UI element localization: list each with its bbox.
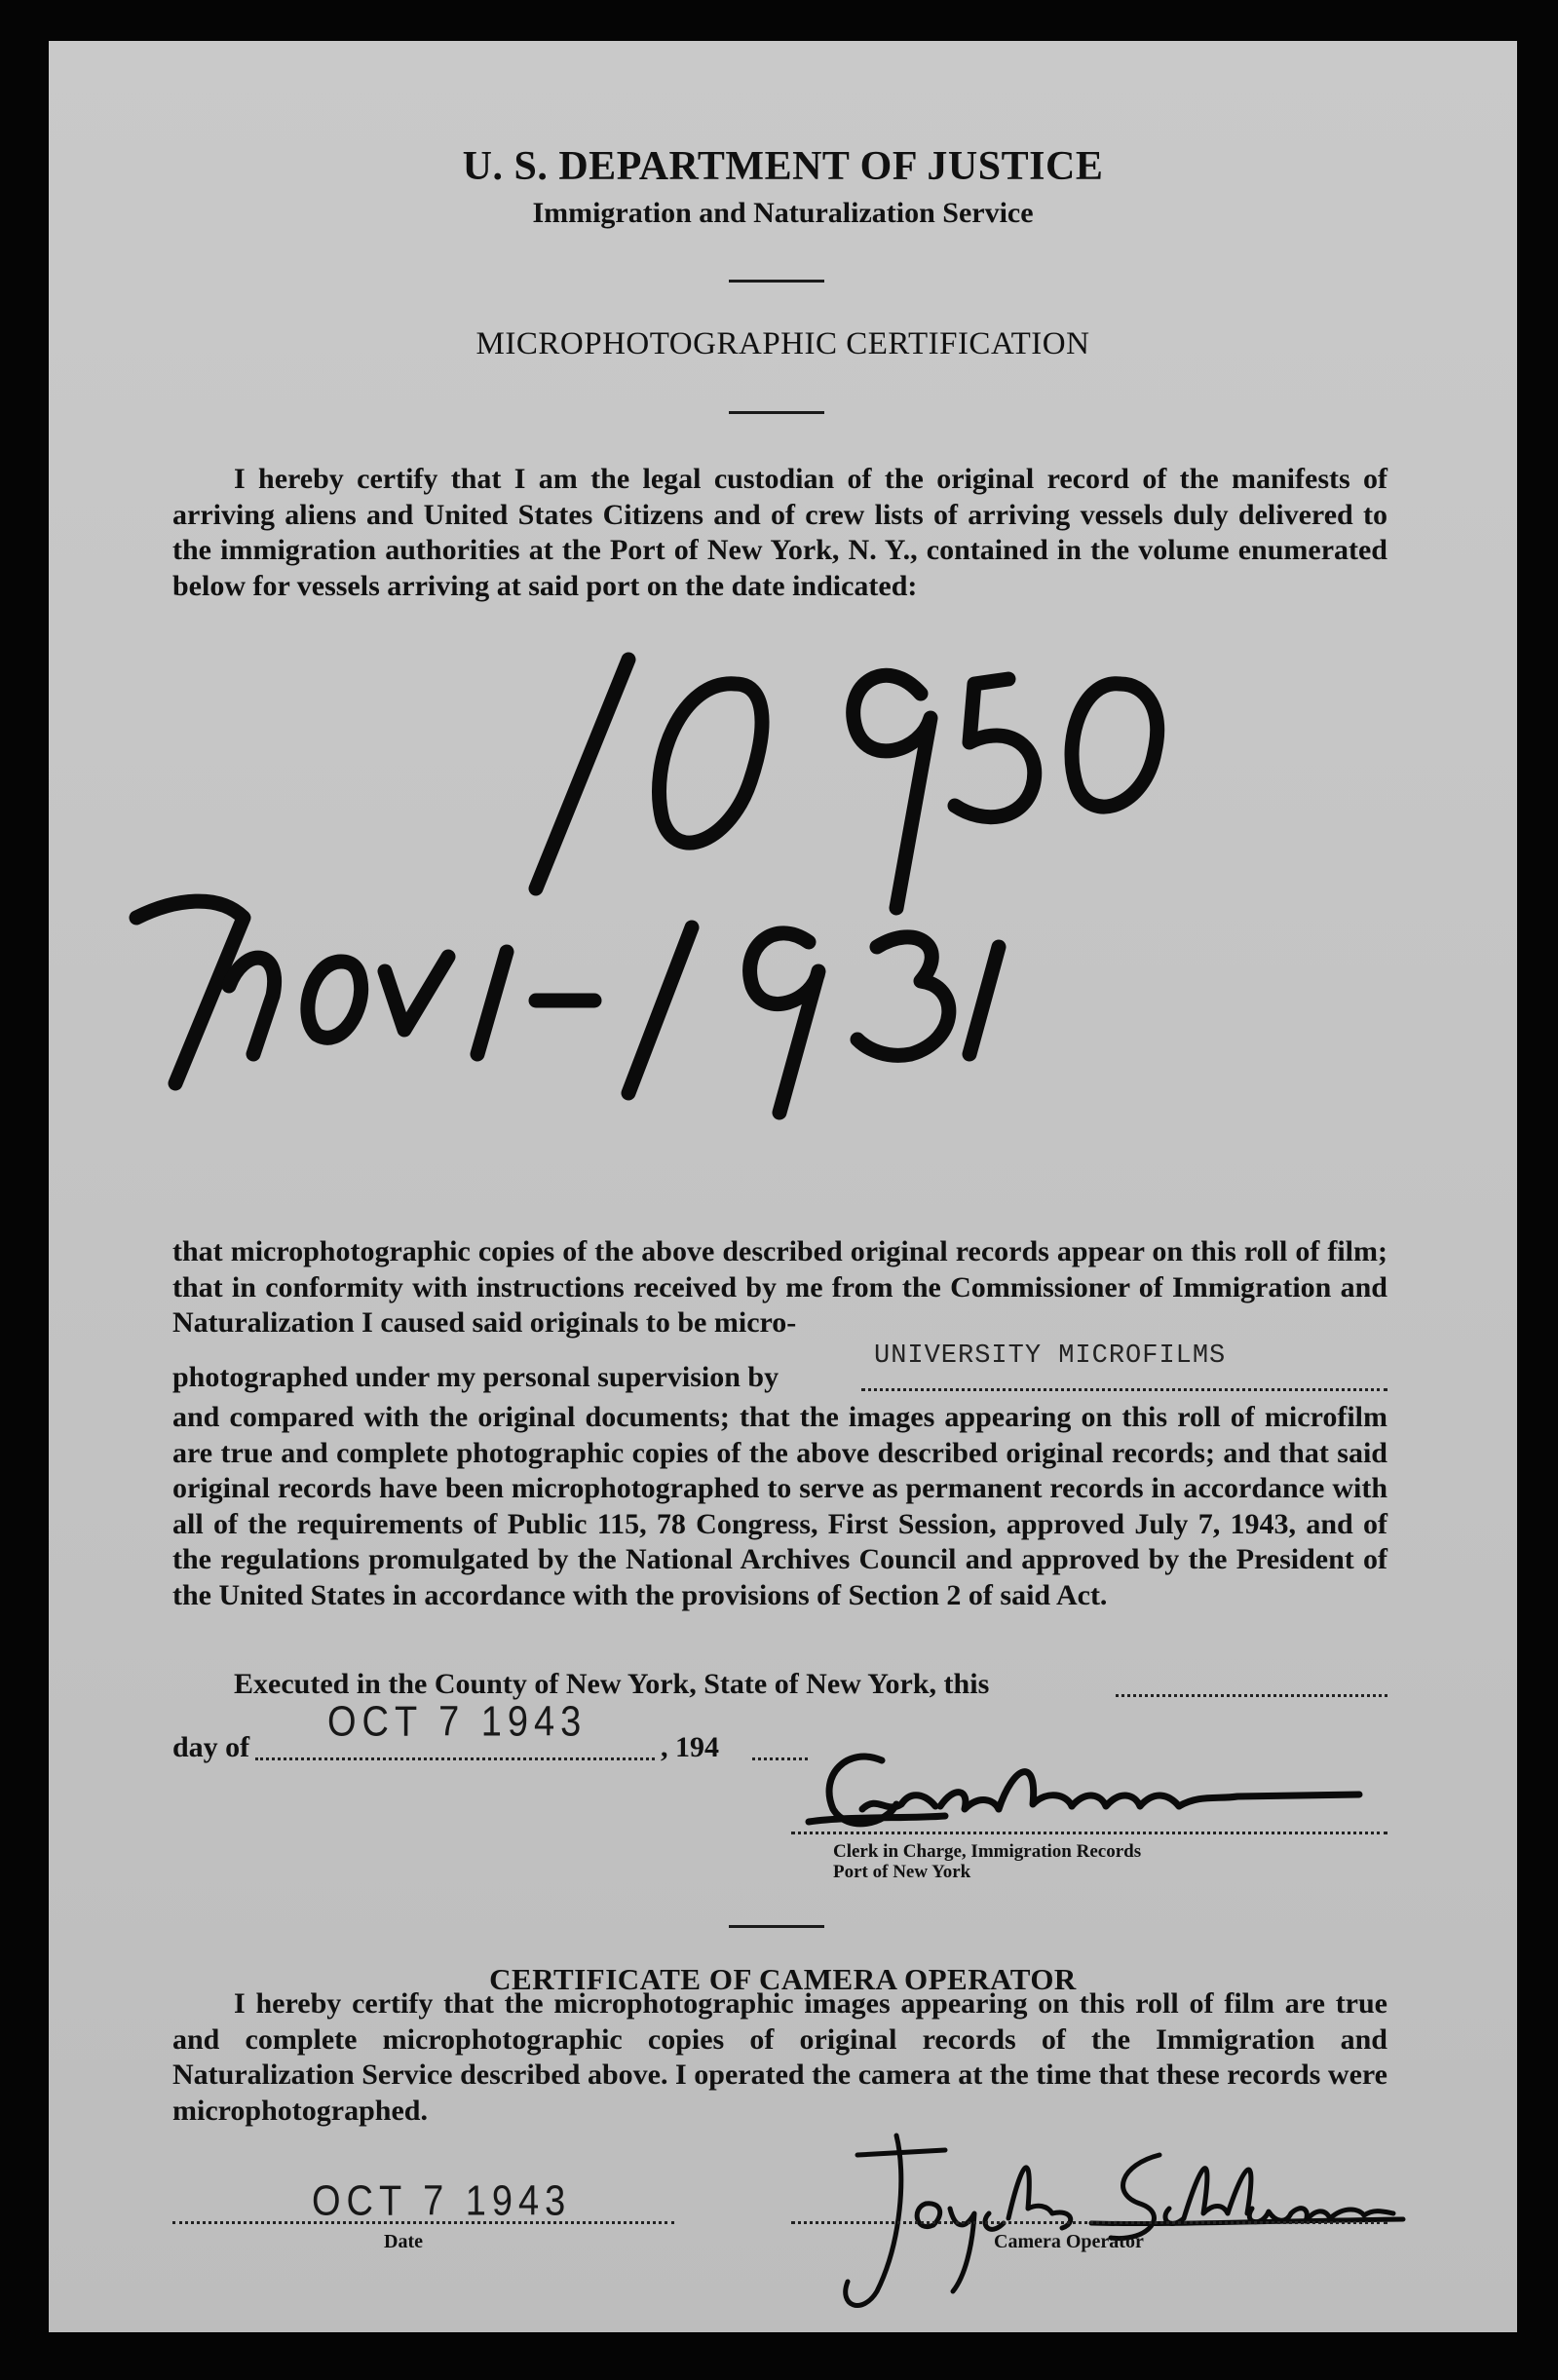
camera-operator-heading: CERTIFICATE OF CAMERA OPERATOR	[489, 1962, 1077, 1996]
divider-rule	[729, 1925, 824, 1928]
custodian-paragraph: I hereby certify that I am the legal custodian of the original record of the manifests of arriving aliens and United States Citizens and of crew lists of arriving vessels duly delivered to the immigration authorities at the Port of New York, N. Y., contained in the volume enumerated below for vessels arriving at said port on the date indicated:	[172, 463, 1387, 602]
film-paragraph-part2: and compared with the original documents; that the images appearing on this roll of microfilm are true and complete photographic copies of the above described original records; and that said original records have been microphotographed to serve as permanent records in accordance with all of the requirements of Public 115, 78 Congress, First Session, approved July 7, 1943, and of the regulations promulgated by the National Archives Council and approved by the President of the United States in accordance with the provisions of Section 2 of said Act.	[172, 1401, 1387, 1611]
camera-operator-dotted-line	[791, 2221, 1387, 2224]
department-title: U. S. DEPARTMENT OF JUSTICE	[462, 144, 1104, 189]
supervision-line: photographed under my personal supervision by	[172, 1361, 779, 1393]
clerk-port-line: Port of New York	[833, 1862, 971, 1882]
divider-rule	[729, 280, 824, 283]
handwritten-volume-and-date	[49, 625, 1517, 1171]
stamped-date: OCT 7 1943	[327, 1698, 588, 1747]
clerk-title	[833, 1841, 1141, 1882]
camera-operator-label: Camera Operator	[994, 2231, 1144, 2252]
year-prefix: , 194	[661, 1731, 719, 1763]
service-subtitle: Immigration and Naturalization Service	[532, 197, 1034, 229]
clerk-signature	[789, 1736, 1335, 1853]
supervisor-dotted-line	[861, 1388, 1387, 1391]
film-paragraph-part1: that microphotographic copies of the above described original records appear on this roll of film; that in conformity with instructions received by me from the Commissioner of Immigration and Naturalization I caused said originals to be micro-	[172, 1235, 1387, 1339]
executed-line: Executed in the County of New York, State of New York, this	[234, 1668, 990, 1700]
divider-rule	[729, 411, 824, 414]
clerk-title-line: Clerk in Charge, Immigration Records	[833, 1841, 1142, 1862]
camera-operator-signature	[818, 2116, 1403, 2321]
executed-dotted-line	[1116, 1694, 1387, 1697]
day-of-label: day of	[172, 1731, 250, 1763]
supervisor-name: UNIVERSITY MICROFILMS	[874, 1341, 1227, 1371]
camera-stamped-date: OCT 7 1943	[312, 2177, 572, 2226]
certificate-sheet	[49, 41, 1517, 2332]
day-of-dotted-line	[255, 1757, 655, 1760]
clerk-signature-dotted-line	[791, 1832, 1387, 1834]
camera-operator-paragraph: I hereby certify that the microphotographic images appearing on this roll of film are true and complete microphotographic copies of original records of the Immigration and Naturalization Service described above. I operated the camera at the time that these records were microphotographed.	[172, 1987, 1387, 2127]
certification-heading: MICROPHOTOGRAPHIC CERTIFICATION	[475, 326, 1090, 361]
date-label: Date	[384, 2231, 423, 2252]
